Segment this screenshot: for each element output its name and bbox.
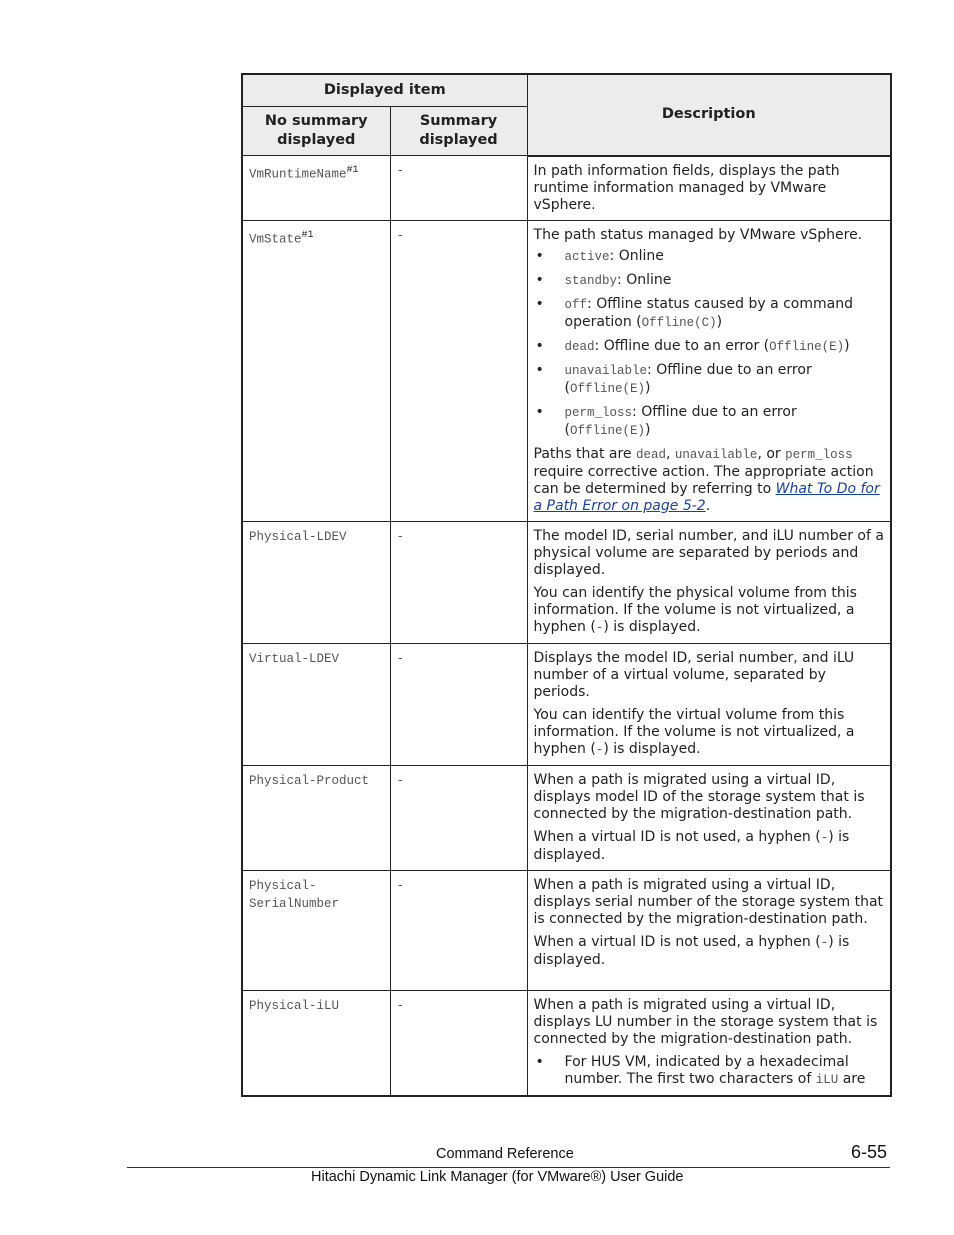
description-cell: When a path is migrated using a virtual ID, displays serial number of the storage system that is connected by the migration-destination path. When a virtual ID is not used, a hyphen (-) is displayed. xyxy=(527,870,891,990)
item-cell: Physical- SerialNumber xyxy=(242,870,390,990)
table-row xyxy=(242,643,891,765)
corrective-action-note: Paths that are dead, unavailable, or perm_loss require corrective action. The appropriate action can be determined by referring to What To Do for a Path Error on page 5-2. xyxy=(533,445,880,514)
description-cell: When a path is migrated using a virtual ID, displays LU number in the storage system that is connected by the migration-destination path. • For HUS VM, indicated by a hexadecimal number. The first two characters of iLU are xyxy=(527,990,891,1096)
item-cell: Physical-Product xyxy=(242,765,390,870)
table-row xyxy=(242,220,891,521)
list-item: • active: Online xyxy=(534,248,885,266)
description-cell: The model ID, serial number, and iLU number of a physical volume are separated by periods and displayed. You can identify the physical volume from this information. If the volume is not virtualized, a hyphen (-) is displayed. xyxy=(527,521,891,643)
header-description: Description xyxy=(527,74,891,156)
table-row xyxy=(242,990,891,1096)
description-cell: In path information fields, displays the path runtime information managed by VMware vSphere. xyxy=(527,156,891,221)
list-item: • standby: Online xyxy=(534,272,885,290)
item-cell: Physical-LDEV xyxy=(242,521,390,643)
footer-divider xyxy=(127,1167,890,1168)
summary-cell: - xyxy=(390,521,527,643)
table-row xyxy=(242,765,891,870)
list-item: • dead: Offline due to an error (Offline(E)) xyxy=(534,338,885,356)
header-summary: Summary displayed xyxy=(390,107,527,156)
table-row xyxy=(242,156,891,221)
list-item: • perm_loss: Offline due to an error (Offline(E)) xyxy=(534,404,885,440)
list-item: • For HUS VM, indicated by a hexadecimal number. The first two characters of iLU are xyxy=(534,1054,885,1089)
header-no-summary: No summary displayed xyxy=(242,107,390,156)
description-cell: The path status managed by VMware vSphere. • active: Online • standby: Online • off: Offline status caused by a command operation (Offline(C)) • dead: Offline due to an error (Offline(E)) • unavailable: Offline due to an error (Offline(E)) • perm_loss: Offline due to an error (Offline(E)) Paths that are dead, unavailable, or perm_loss require corrective action. The appropriate action can be determined by referring to What To Do for a Path Error on page 5-2. xyxy=(527,220,891,521)
table-row xyxy=(242,870,891,990)
summary-cell: - xyxy=(390,990,527,1096)
item-cell: Physical-iLU xyxy=(242,990,390,1096)
description-cell: When a path is migrated using a virtual ID, displays model ID of the storage system that is connected by the migration-destination path. When a virtual ID is not used, a hyphen (-) is displayed. xyxy=(527,765,891,870)
footer-book-title: Hitachi Dynamic Link Manager (for VMware®) User Guide xyxy=(311,1169,684,1185)
summary-cell: - xyxy=(390,220,527,521)
path-error-link[interactable]: What To Do for a Path Error on page 5-2 xyxy=(533,480,880,514)
header-displayed-item: Displayed item xyxy=(242,74,527,107)
item-cell: Virtual-LDEV xyxy=(242,643,390,765)
list-item: • off: Offline status caused by a command operation (Offline(C)) xyxy=(534,296,885,332)
table-row xyxy=(242,521,891,643)
summary-cell: - xyxy=(390,765,527,870)
page-number: 6-55 xyxy=(851,1142,888,1162)
summary-cell: - xyxy=(390,870,527,990)
list-item: • unavailable: Offline due to an error (Offline(E)) xyxy=(534,362,885,398)
summary-cell: - xyxy=(390,643,527,765)
status-list xyxy=(534,248,885,440)
summary-cell: - xyxy=(390,156,527,221)
item-cell: VmRuntimeName$^{\#1}$ xyxy=(242,156,390,221)
footer-section-title: Command Reference xyxy=(436,1146,574,1162)
item-cell: VmState$^{\#1}$ xyxy=(242,220,390,521)
description-cell: Displays the model ID, serial number, and iLU number of a virtual volume, separated by periods. You can identify the virtual volume from this information. If the volume is not virtualized, a hyphen (-) is displayed. xyxy=(527,643,891,765)
hus-vm-list xyxy=(534,1054,885,1089)
command-output-table xyxy=(241,73,892,1097)
